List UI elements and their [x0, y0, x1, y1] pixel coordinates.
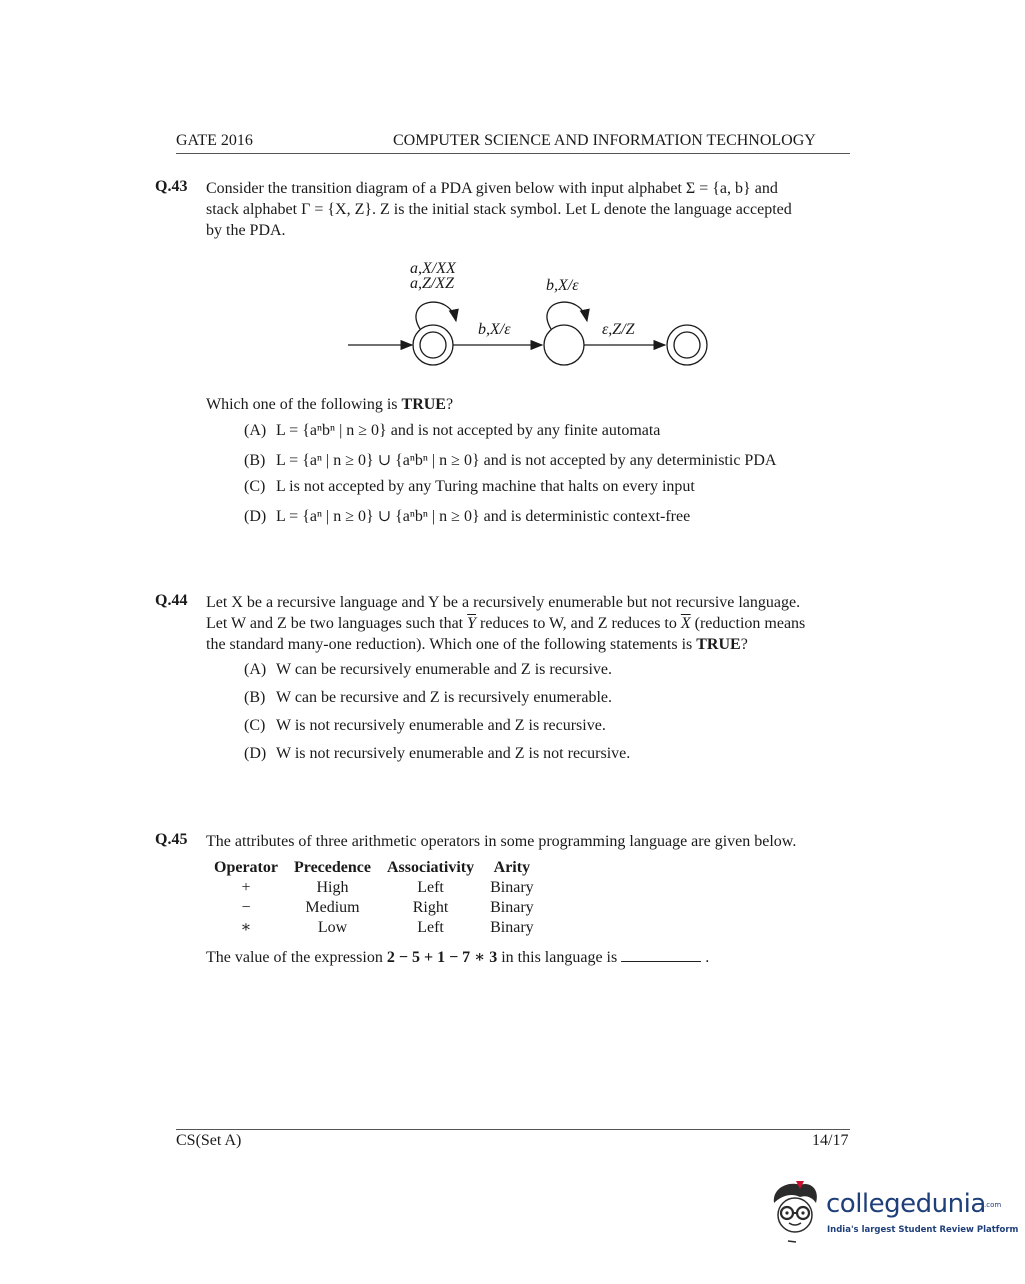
option-label: (D): [244, 508, 267, 525]
y-complement: $\overline{Y}$: [467, 615, 477, 632]
option-text: L is not accepted by any Turing machine that halts on every input: [276, 478, 695, 495]
option-label: (B): [244, 452, 266, 469]
loop1-label-bottom: a,Z/XZ: [410, 275, 455, 292]
q43-stem-line2: stack alphabet Γ = {X, Z}. Z is the initial stack symbol. Let L denote the language accepted: [206, 201, 792, 218]
q43-option-b: [244, 450, 776, 470]
table-cell: +: [241, 879, 251, 896]
option-label: (B): [244, 689, 266, 706]
q44-number: Q.44: [155, 592, 188, 609]
table-cell: Binary: [490, 879, 534, 896]
edge1-label: b,X/ε: [478, 321, 511, 338]
q43-option-c: [244, 478, 695, 496]
q44-stem-line3: the standard many-one reduction). Which one of the following statements is TRUE?: [206, 636, 748, 653]
q44-stem-line1: Let X be a recursive language and Y be a recursively enumerable but not recursive language.: [206, 594, 801, 611]
option-label: (D): [244, 745, 267, 762]
q44-option-b: [244, 689, 612, 707]
x-complement: $\overline{X}$: [680, 615, 691, 632]
option-text: L = {aⁿbⁿ | n ≥ 0} and is not accepted by any finite automata: [276, 422, 661, 439]
option-text: L = {aⁿ | n ≥ 0} ∪ {aⁿbⁿ | n ≥ 0} and is not accepted by any deterministic PDA: [276, 452, 777, 469]
q43-prompt-text: Which one of the following is: [206, 396, 402, 413]
column-header: Associativity: [386, 859, 475, 876]
table-cell: ∗: [240, 919, 252, 936]
expression: 2 − 5 + 1 − 7 ∗ 3: [386, 949, 498, 966]
footer-set: CS(Set A): [176, 1132, 242, 1149]
header-exam-title: GATE 2016: [176, 132, 253, 149]
table-cell: Low: [317, 919, 348, 936]
q45-number: Q.45: [155, 831, 188, 848]
column-header: Precedence: [293, 859, 371, 876]
state-2: [544, 325, 584, 365]
q44-stem: [206, 592, 850, 655]
table-cell: Left: [417, 879, 444, 896]
table-header-row: [206, 857, 542, 878]
q43-stem-line3: by the PDA.: [206, 222, 286, 239]
pda-transition-diagram: [340, 255, 720, 375]
mascot-icon: [766, 1179, 824, 1247]
table-cell: Binary: [490, 899, 534, 916]
q45-expression-question: The value of the expression 2 − 5 + 1 − 7 ∗ 3 in this language is .: [206, 949, 710, 966]
option-text: W is not recursively enumerable and Z is recursive.: [276, 717, 606, 734]
table-cell: Medium: [305, 899, 360, 916]
footer-rule: [176, 1129, 850, 1130]
column-header: Operator: [214, 859, 278, 876]
q43-prompt-end: ?: [445, 396, 454, 413]
header-rule: [176, 153, 850, 154]
q44-stem-line2: Let W and Z be two languages such that $\overline{Y}$ reduces to W, and Z reduces to $\overline{X}$ (reduction means: [206, 615, 806, 632]
table-cell: High: [316, 879, 349, 896]
logo-tagline: India's largest Student Review Platform: [827, 1225, 1019, 1235]
logo-wordmark: collegedunia: [826, 1189, 986, 1219]
footer-page-number: 14/17: [812, 1132, 849, 1149]
q43-option-d: [244, 506, 690, 526]
answer-blank: [621, 947, 701, 962]
option-text: W can be recursively enumerable and Z is recursive.: [276, 661, 612, 678]
q43-prompt: [206, 394, 453, 415]
edge2-label: ε,Z/Z: [602, 321, 635, 338]
table-cell: Binary: [490, 919, 534, 936]
state-3-accepting: [667, 325, 707, 365]
q44-option-a: [244, 661, 612, 679]
table-row: [206, 918, 542, 938]
operator-attributes-table: [206, 857, 542, 938]
loop1-label-top: a,X/XX: [410, 260, 456, 277]
q43-option-a: [244, 422, 660, 440]
q44-option-c: [244, 717, 606, 735]
option-label: (C): [244, 478, 266, 495]
logo-domain-suffix: .com: [984, 1201, 1002, 1209]
loop2-label: b,X/ε: [546, 277, 579, 294]
option-text: W can be recursive and Z is recursively enumerable.: [276, 689, 612, 706]
option-label: (C): [244, 717, 266, 734]
state-1-accepting: [413, 325, 453, 365]
table-row: [206, 878, 542, 898]
option-text: W is not recursively enumerable and Z is not recursive.: [276, 745, 631, 762]
q43-prompt-bold: TRUE: [401, 396, 446, 413]
table-row: [206, 898, 542, 918]
q44-option-d: [244, 745, 630, 763]
option-text: L = {aⁿ | n ≥ 0} ∪ {aⁿbⁿ | n ≥ 0} and is deterministic context-free: [276, 508, 691, 525]
table-cell: −: [241, 899, 251, 916]
q43-number: Q.43: [155, 178, 188, 195]
table-cell: Right: [412, 899, 449, 916]
q45-stem: The attributes of three arithmetic operators in some programming language are given below.: [206, 833, 797, 850]
collegedunia-logo: [766, 1175, 1019, 1255]
option-label: (A): [244, 422, 267, 439]
table-cell: Left: [417, 919, 444, 936]
q43-stem: [206, 178, 850, 241]
q43-stem-line1: Consider the transition diagram of a PDA given below with input alphabet Σ = {a, b} and: [206, 180, 778, 197]
column-header: Arity: [493, 859, 531, 876]
option-label: (A): [244, 661, 267, 678]
header-subject: COMPUTER SCIENCE AND INFORMATION TECHNOLOGY: [393, 132, 816, 149]
